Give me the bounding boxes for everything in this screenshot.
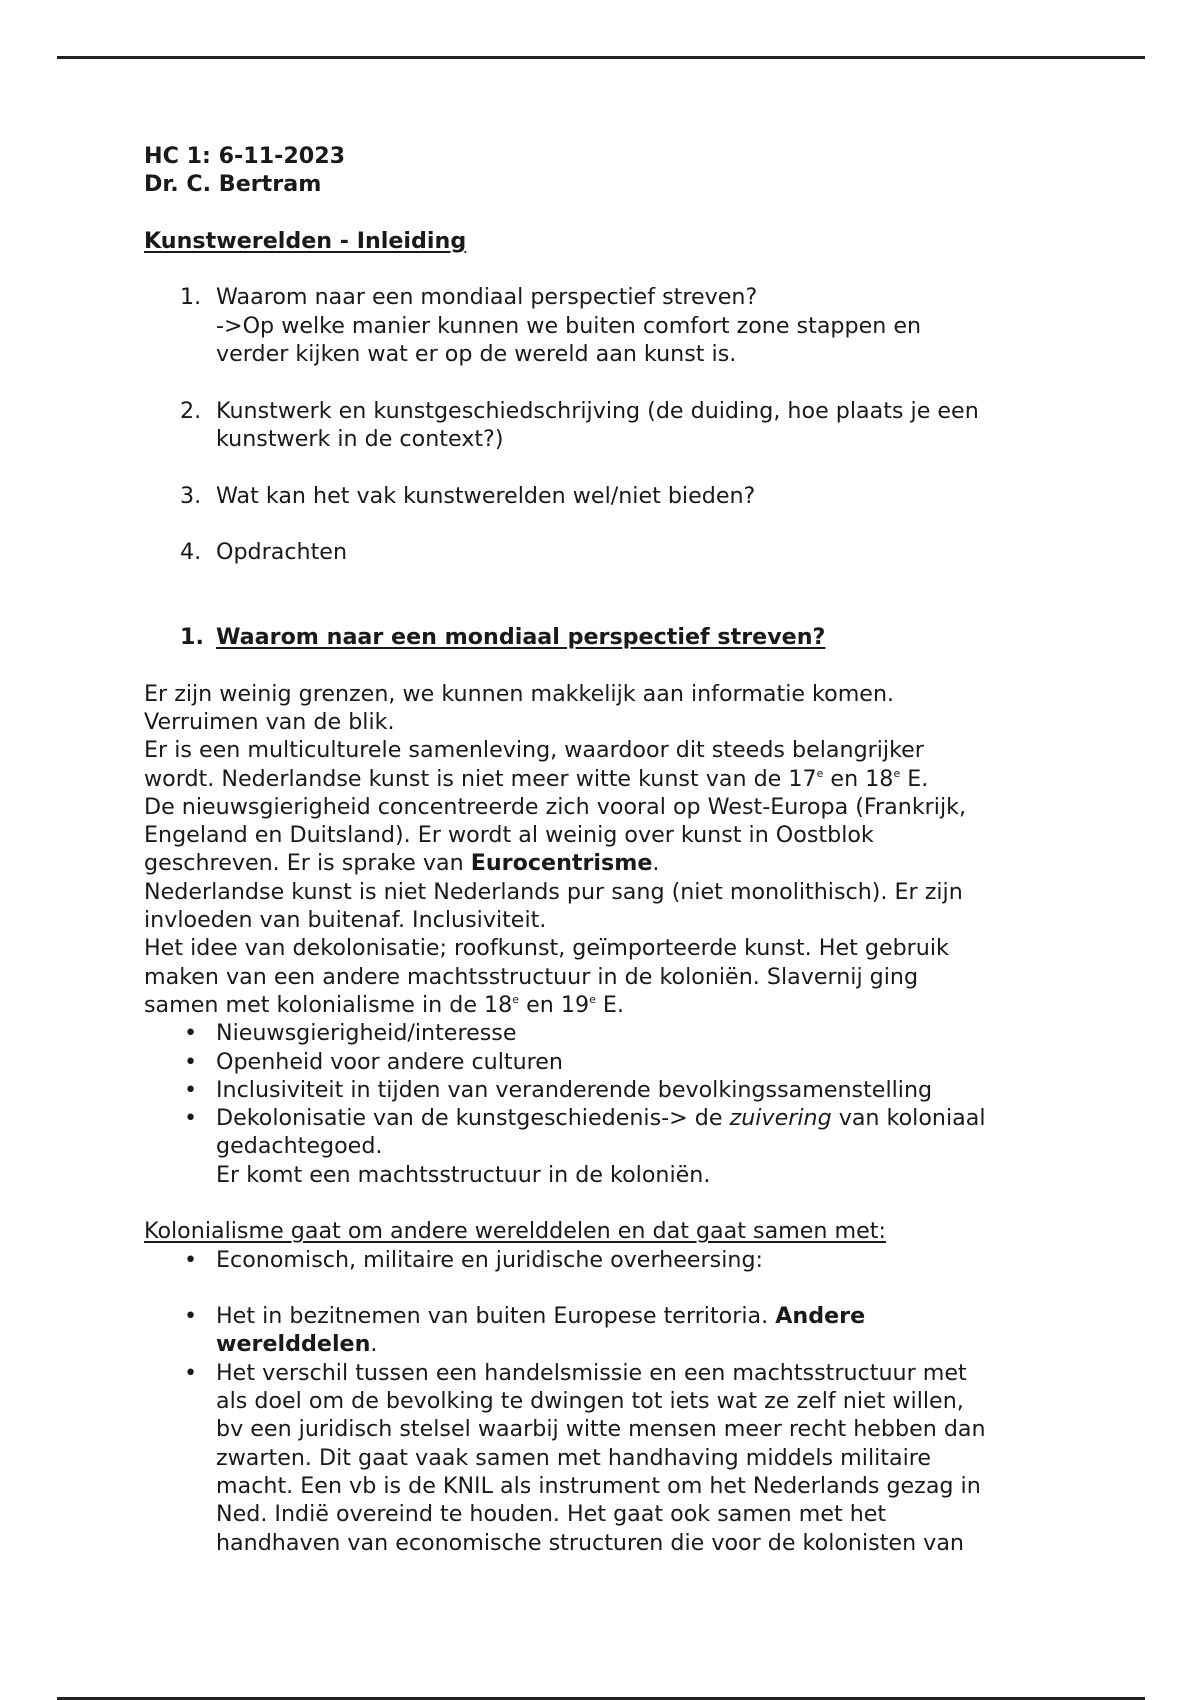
bullet-icon: • xyxy=(184,1105,198,1132)
list-item: • Openheid voor andere culturen xyxy=(184,1048,563,1075)
toc-item: 2. Kunstwerk en kunstgeschiedschrijving (de duiding, hoe plaats je een kunstwerk in de context?) xyxy=(180,397,979,452)
bullet-icon: • xyxy=(184,1020,198,1047)
bullet-icon: • xyxy=(184,1303,198,1330)
section-body: Er zijn weinig grenzen, we kunnen makkelijk aan informatie komen. Verruimen van de blik. Er is een multiculturele samenleving, waardoor dit steeds belangrijker wordt. Nederlandse kunst is niet meer witte kunst van de 17e en 18e E. De nieuwsgierigheid concentreerde zich vooral op West-Europa (Frankrijk, Engeland en Duitsland). Er wordt al weinig over kunst in Oostblok geschreven. Er is sprake van Eurocentrisme. Nederlandse kunst is niet Nederlands pur sang (niet monolithisch). Er zijn invloeden van buitenaf. Inclusiviteit. Het idee van dekolonisatie; roofkunst, geïmporteerde kunst. Het gebruik maken van een andere machtsstructuur in de koloniën. Slavernij ging samen met kolonialisme in de 18e en 19e E. • Nieuwsgierigheid/interesse • Openheid voor andere culturen • Inclusiviteit in tijden van veranderende bevolkingssamenstelling • Dekolonisatie van de kunstgeschiedenis-> de zuivering van koloniaal gedachtegoed. Er komt een machtsstructuur in de koloniën. xyxy=(144,680,1084,1189)
toc-item: 4. Opdrachten xyxy=(180,539,348,566)
list-item: • Nieuwsgierigheid/interesse xyxy=(184,1020,517,1047)
header-rule xyxy=(57,56,1145,59)
section-heading: 1. Waarom naar een mondiaal perspectief streven? xyxy=(180,624,826,651)
list-item: • Het verschil tussen een handelsmissie en een machtsstructuur met als doel om de bevolking te dwingen tot iets wat ze zelf niet willen, bv een juridisch stelsel waarbij witte mensen meer recht hebben dan zwarten. Dit gaat vaak samen met handhaving middels militaire macht. Een vb is de KNIL als instrument om het Nederlands gezag in Ned. Indië overeind te houden. Het gaat ook samen met het handhaven van economische structuren die voor de kolonisten van xyxy=(184,1359,986,1556)
lecturer-name: Dr. C. Bertram xyxy=(144,171,322,198)
subsection-heading: Kolonialisme gaat om andere werelddelen en dat gaat samen met: xyxy=(144,1218,886,1245)
reasons-list xyxy=(144,1019,1084,1189)
list-item: • Dekolonisatie van de kunstgeschiedenis-> de zuivering van koloniaal gedachtegoed. Er komt een machtsstructuur in de koloniën. xyxy=(184,1105,986,1188)
document-page xyxy=(144,142,1084,1557)
bullet-icon: • xyxy=(184,1246,198,1273)
bullet-icon: • xyxy=(184,1048,198,1075)
toc-item: 3. Wat kan het vak kunstwerelden wel/niet bieden? xyxy=(180,482,756,509)
table-of-contents xyxy=(144,283,1084,566)
bullet-icon: • xyxy=(184,1359,198,1386)
toc-item: 1. Waarom naar een mondiaal perspectief streven? ->Op welke manier kunnen we buiten comfort zone stappen en verder kijken wat er op de wereld aan kunst is. xyxy=(180,284,922,368)
colonialism-list xyxy=(144,1246,1084,1557)
lecture-date: HC 1: 6-11-2023 xyxy=(144,143,346,169)
list-item: • Het in bezitnemen van buiten Europese territoria. Andere werelddelen. xyxy=(184,1303,866,1358)
key-term: Eurocentrisme xyxy=(470,850,653,877)
list-item: • Economisch, militaire en juridische overheersing: xyxy=(184,1246,764,1273)
list-item: • Inclusiviteit in tijden van veranderende bevolkingssamenstelling xyxy=(184,1076,933,1103)
bullet-icon: • xyxy=(184,1076,198,1103)
document-title: Kunstwerelden - Inleiding xyxy=(144,227,467,254)
